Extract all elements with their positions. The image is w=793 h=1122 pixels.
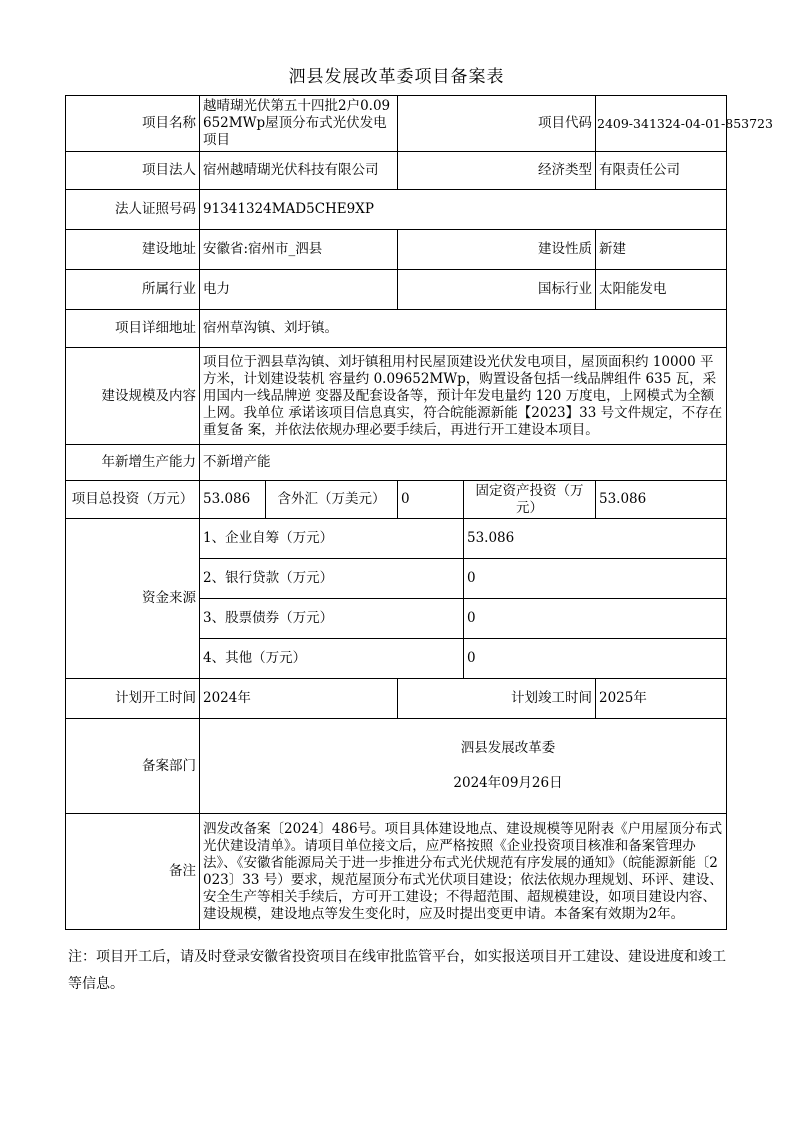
filing-form-table xyxy=(65,95,773,930)
project-code-value: 2409-341324-04-01-853723 xyxy=(596,96,727,152)
capacity-label: 年新增生产能力 xyxy=(66,445,200,481)
funding-item-stocks-bonds: 3、股票债券（万元） xyxy=(200,599,464,639)
funding-item-bank-loan: 2、银行贷款（万元） xyxy=(200,559,464,599)
row-location xyxy=(66,230,727,270)
end-time-label: 计划竣工时间 xyxy=(398,679,596,719)
location-label: 建设地址 xyxy=(66,230,200,270)
license-no-value: 91341324MAD5CHE9XP xyxy=(200,190,727,230)
funding-value-bank-loan: 0 xyxy=(464,559,727,599)
economy-type-label: 经济类型 xyxy=(398,152,596,190)
row-industry xyxy=(66,270,727,310)
filing-dept-name: 泗县发展改革委 xyxy=(460,740,556,756)
economy-type-value: 有限责任公司 xyxy=(596,152,727,190)
start-time-label: 计划开工时间 xyxy=(66,679,200,719)
project-name-value: 越晴瑚光伏第五十四批2户0.09652MWp屋顶分布式光伏发电项目 xyxy=(200,96,398,152)
row-filing-dept xyxy=(66,719,727,814)
location-value: 安徽省:宿州市_泗县 xyxy=(200,230,398,270)
nature-label: 建设性质 xyxy=(398,230,596,270)
filing-date: 2024年09月26日 xyxy=(453,775,563,791)
row-investment xyxy=(66,481,727,519)
row-scale xyxy=(66,348,727,445)
total-invest-value: 53.086 xyxy=(200,481,266,519)
nature-value: 新建 xyxy=(596,230,727,270)
row-license xyxy=(66,190,727,230)
filing-dept-block xyxy=(200,719,727,814)
capacity-value: 不新增产能 xyxy=(200,445,727,481)
fixed-invest-value: 53.086 xyxy=(596,481,727,519)
funding-value-stocks-bonds: 0 xyxy=(464,599,727,639)
foreign-exchange-label: 含外汇（万美元） xyxy=(266,481,398,519)
start-time-value: 2024年 xyxy=(200,679,398,719)
funding-item-self: 1、企业自筹（万元） xyxy=(200,519,464,559)
industry-label: 所属行业 xyxy=(66,270,200,310)
address-label: 项目详细地址 xyxy=(66,310,200,348)
scale-label: 建设规模及内容 xyxy=(66,348,200,445)
project-name-label: 项目名称 xyxy=(66,96,200,152)
remark-label: 备注 xyxy=(66,814,200,930)
fixed-invest-label: 固定资产投资（万元） xyxy=(464,481,596,519)
row-schedule xyxy=(66,679,727,719)
row-project-name xyxy=(66,96,727,152)
funding-value-other: 0 xyxy=(464,639,727,679)
legal-person-label: 项目法人 xyxy=(66,152,200,190)
remark-value: 泗发改备案〔2024〕486号。项目具体建设地点、建设规模等见附表《户用屋顶分布式光伏建设清单》。请项目单位接文后，应严格按照《企业投资项目核准和备案管理办法》、《安徽省能源局关于进一步推进分布式光伏规范有序发展的通知》（皖能源新能〔2023〕33 号）要求，规范屋顶分布式光伏项目建设；依法依规办理规划、环评、建设、安全生产等相关手续后，方可开工建设；不得超范围、超规模建设，如项目建设内容、建设规模，建设地点等发生变化时，应及时提出变更申请。本备案有效期为2年。 xyxy=(200,814,727,930)
project-code-label: 项目代码 xyxy=(398,96,596,152)
license-no-label: 法人证照号码 xyxy=(66,190,200,230)
footnote: 注：项目开工后，请及时登录安徽省投资项目在线审批监管平台，如实报送项目开工建设、建设进度和竣工等信息。 xyxy=(68,949,726,992)
industry-value: 电力 xyxy=(200,270,398,310)
filing-dept-label: 备案部门 xyxy=(66,719,200,814)
total-invest-label: 项目总投资（万元） xyxy=(66,481,200,519)
national-industry-value: 太阳能发电 xyxy=(596,270,727,310)
funding-value-self: 53.086 xyxy=(464,519,727,559)
row-funding-1 xyxy=(66,519,727,559)
row-address xyxy=(66,310,727,348)
foreign-exchange-value: 0 xyxy=(398,481,464,519)
address-value: 宿州草沟镇、刘圩镇。 xyxy=(200,310,727,348)
row-legal-person xyxy=(66,152,727,190)
legal-person-value: 宿州越晴瑚光伏科技有限公司 xyxy=(200,152,398,190)
funding-item-other: 4、其他（万元） xyxy=(200,639,464,679)
form-title: 泗县发展改革委项目备案表 xyxy=(288,67,505,87)
scale-value: 项目位于泗县草沟镇、刘圩镇租用村民屋顶建设光伏发电项目，屋顶面积约 10000 平方米，计划建设装机 容量约 0.09652MWp，购置设备包括一线品牌组件 635 瓦，采用国内一线品牌逆 变器及配套设备等，预计年发电量约 120 万度电，上网模式为全额上网。我单位 承诺该项目信息真实，符合皖能源新能【2023】33 号文件规定，不存在重复备 案，并依法依规办理必要手续后，再进行开工建设本项目。 xyxy=(200,348,727,445)
end-time-value: 2025年 xyxy=(596,679,727,719)
row-capacity xyxy=(66,445,727,481)
funding-source-label: 资金来源 xyxy=(66,519,200,679)
national-industry-label: 国标行业 xyxy=(398,270,596,310)
row-remark xyxy=(66,814,727,930)
